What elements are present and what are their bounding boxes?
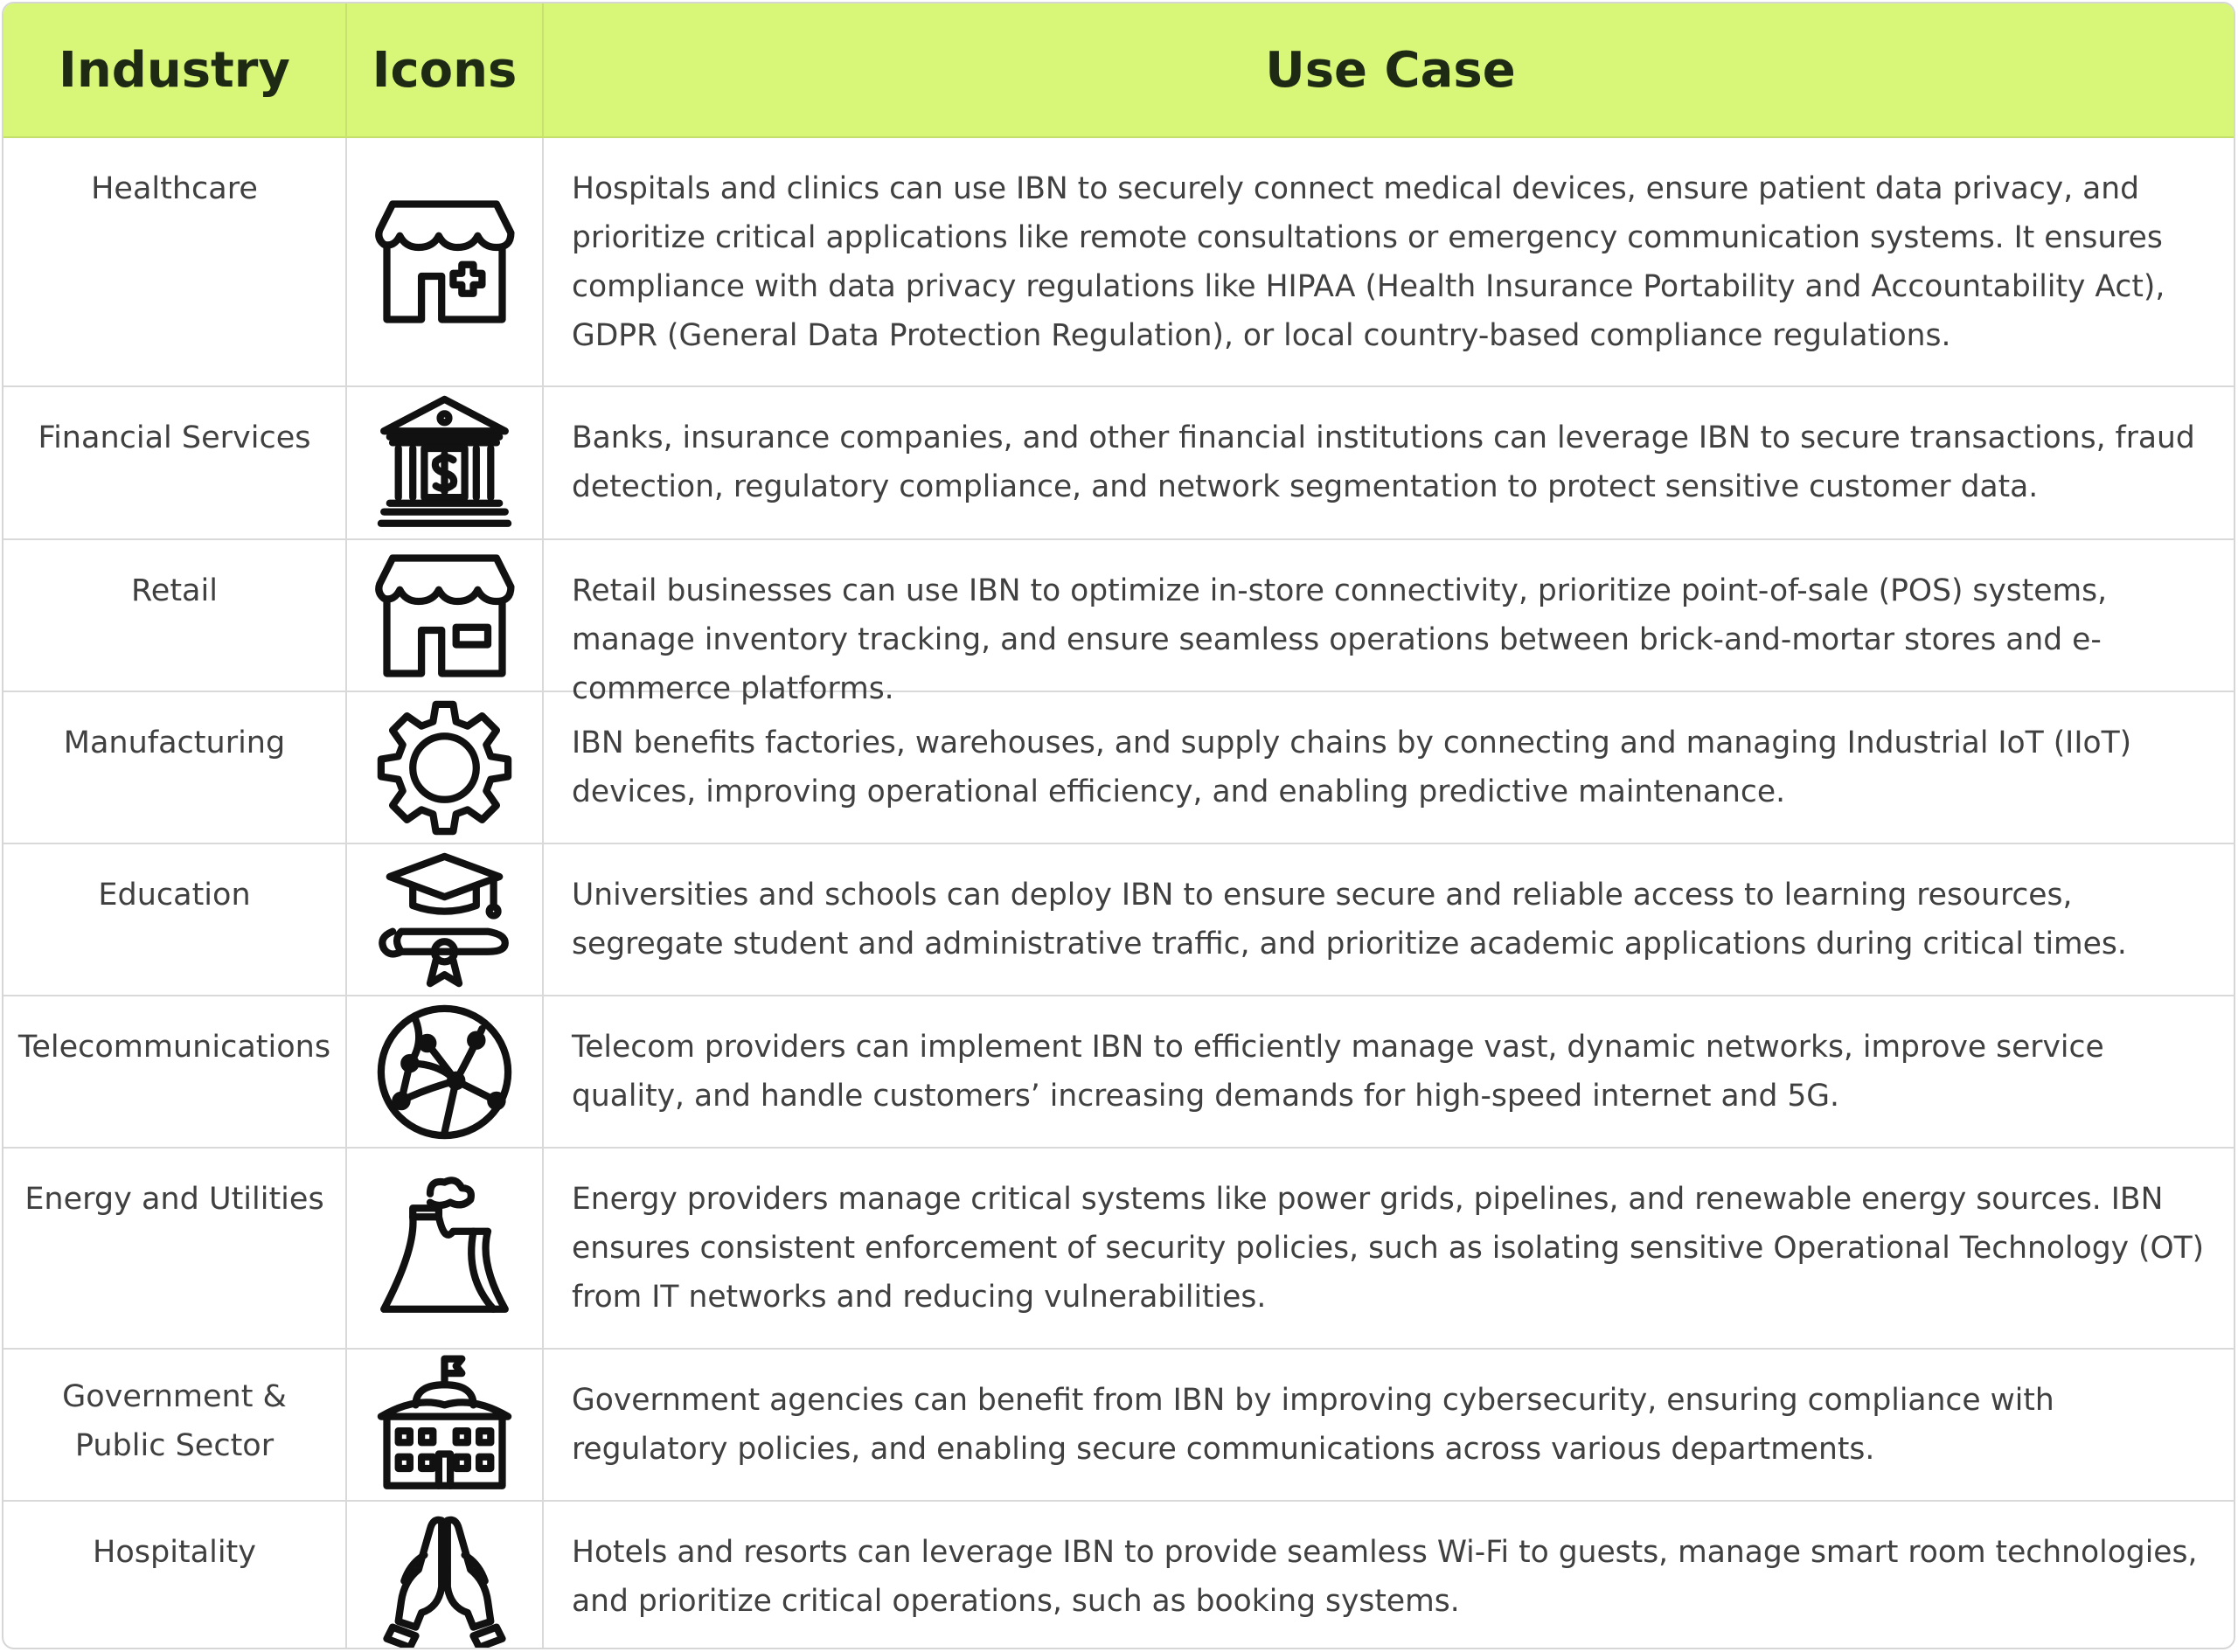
industry-cell: Financial Services (3, 387, 347, 540)
icon-cell (347, 138, 544, 387)
network-globe-icon (372, 1000, 517, 1144)
gear-icon (372, 696, 517, 840)
use-case-cell: Telecom providers can implement IBN to efficiently manage vast, dynamic networks, improve service quality, and handle customers’ increasing demands for high-speed internet and 5G. (544, 996, 2235, 1149)
icon-cell (347, 540, 544, 692)
header-icons: Icons (347, 3, 544, 138)
industry-cell: Government & Public Sector (3, 1350, 347, 1502)
praying-hands-icon (372, 1506, 517, 1649)
use-case-cell: Hotels and resorts can leverage IBN to provide seamless Wi-Fi to guests, manage smart room technologies, and prioritize critical operations, such as booking systems. (572, 1535, 2198, 1619)
use-case-cell: Retail businesses can use IBN to optimize in-store connectivity, prioritize point-of-sale (POS) systems, manage inventory tracking, and ensure seamless operations between brick-and-mortar stores and e-commerce platforms. (544, 540, 2235, 692)
industry-cell: Education (3, 844, 347, 996)
icon-cell (347, 692, 544, 844)
icon-cell (347, 1350, 544, 1502)
clinic-store-icon (372, 190, 517, 334)
icon-cell (347, 1149, 544, 1350)
industry-cell: Hospitality (3, 1502, 347, 1649)
industry-use-case-table (2, 2, 2235, 1649)
store-icon (372, 544, 517, 688)
power-plant-icon (372, 1177, 517, 1321)
bank-icon (372, 391, 517, 535)
industry-cell: Healthcare (3, 138, 347, 387)
use-case-cell: Government agencies can benefit from IBN by improving cybersecurity, ensuring compliance with regulatory policies, and enabling secure communications across various departments. (544, 1350, 2235, 1502)
icon-cell (347, 996, 544, 1149)
icon-cell (347, 387, 544, 540)
use-case-cell: Banks, insurance companies, and other financial institutions can leverage IBN to secure transactions, fraud detection, regulatory compliance, and network segmentation to protect sensitive customer data. (544, 387, 2235, 540)
icon-cell (347, 1502, 544, 1649)
industry-cell: Retail (3, 540, 347, 692)
use-case-cell: Hospitals and clinics can use IBN to securely connect medical devices, ensure patient data privacy, and prioritize critical applications like remote consultations or emergency communication systems. It ensures compliance with data privacy regulations like HIPAA (Health Insurance Portability and Accountability Act), GDPR (General Data Protection Regulation), or local country-based compliance regulations. (544, 138, 2235, 387)
graduation-cap-diploma-icon (372, 848, 517, 992)
industry-cell: Manufacturing (3, 692, 347, 844)
industry-cell: Energy and Utilities (3, 1149, 347, 1350)
icon-cell (347, 844, 544, 996)
use-case-cell: IBN benefits factories, warehouses, and supply chains by connecting and managing Industrial IoT (IIoT) devices, improving operational efficiency, and enabling predictive maintenance. (544, 692, 2235, 844)
government-building-icon (372, 1353, 517, 1497)
use-case-cell: Energy providers manage critical systems like power grids, pipelines, and renewable energy sources. IBN ensures consistent enforcement of security policies, such as isolating sensitive Operational Technology (OT) from IT networks and reducing vulnerabilities. (544, 1149, 2235, 1350)
industry-cell: Telecommunications (3, 996, 347, 1149)
header-industry: Industry (3, 3, 347, 138)
use-case-cell: Universities and schools can deploy IBN to ensure secure and reliable access to learning resources, segregate student and administrative traffic, and prioritize academic applications during critical times. (544, 844, 2235, 996)
header-use-case: Use Case (544, 3, 2235, 138)
